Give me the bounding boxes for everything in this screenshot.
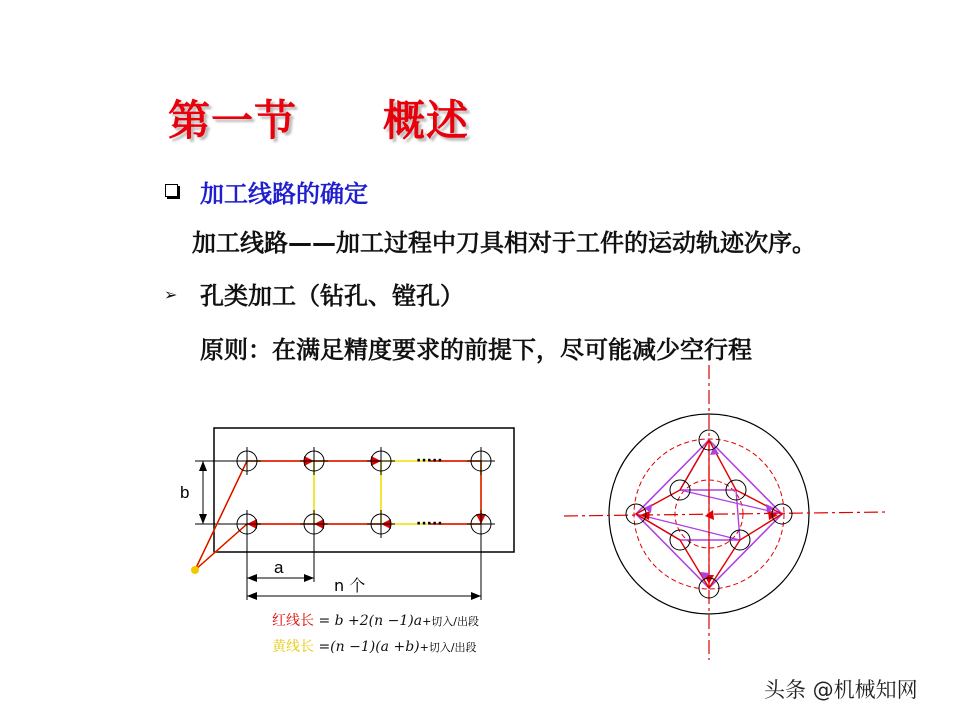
red-line-formula: 红线长 = b +2(n −1)a+切入/出段 (272, 613, 479, 629)
dots-top: ····· (416, 453, 443, 469)
label-b: b (180, 483, 190, 502)
dots-bottom: ····· (416, 516, 443, 532)
heading-route: 加工线路的确定 (200, 180, 368, 208)
route-definition: 加工线路——加工过程中刀具相对于工件的运动轨迹次序。 (192, 229, 816, 257)
circular-hole-diagram (564, 365, 888, 660)
principle-text: 原则：在满足精度要求的前提下，尽可能减少空行程 (200, 336, 752, 364)
hole-grid-diagram (180, 428, 514, 600)
label-n: n 个 (334, 576, 366, 595)
workpiece-rect (214, 428, 514, 552)
yellow-line-formula: 黄线长 =(n −1)(a +b)+切入/出段 (272, 639, 477, 655)
slide-title: 第一节 概述 (168, 96, 470, 145)
watermark: 头条 @机械知网 (764, 678, 918, 702)
label-a: a (274, 558, 284, 577)
heading-hole-machining: 孔类加工（钻孔、镗孔） (200, 282, 464, 310)
start-point (191, 566, 199, 574)
arrow-bullet-icon: ➢ (164, 285, 178, 304)
